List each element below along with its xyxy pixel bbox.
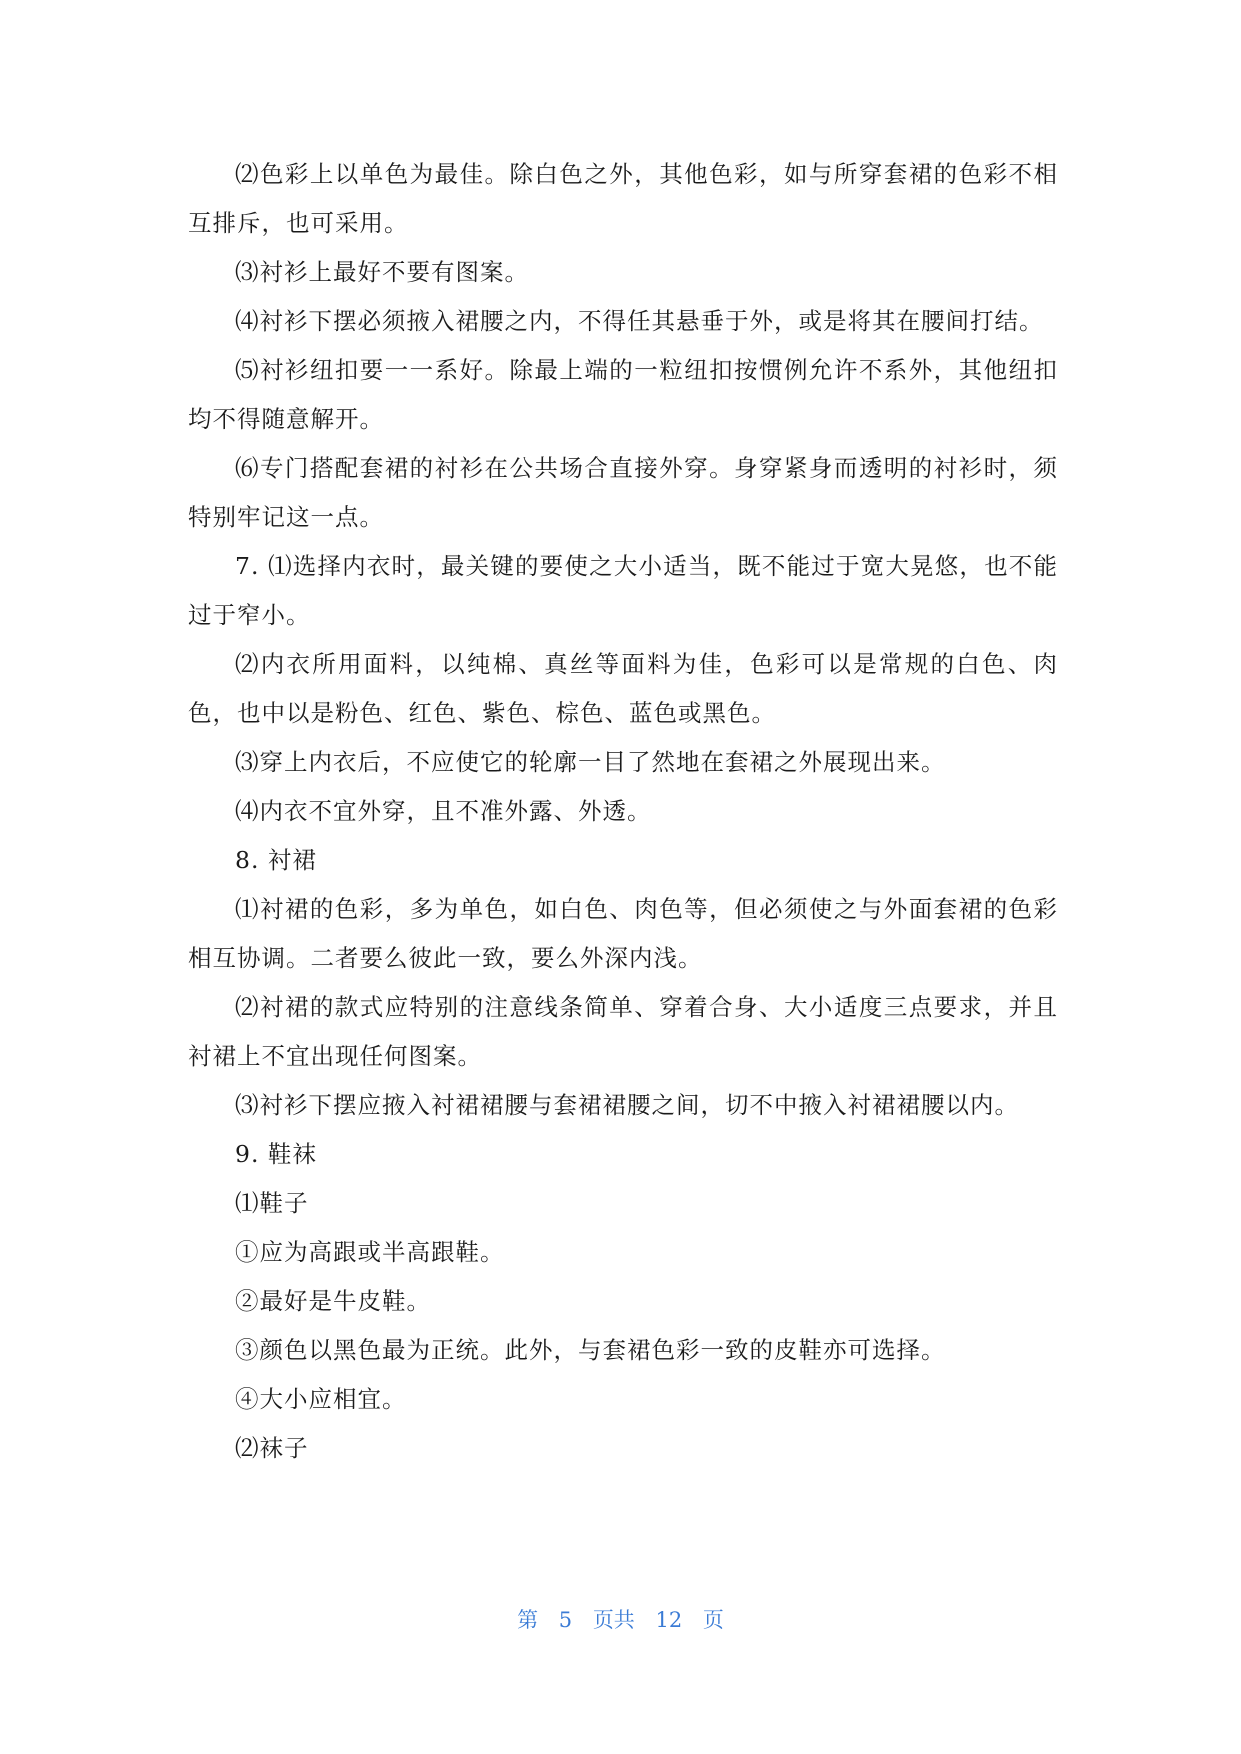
paragraph-shirt-hem: ⑷衬衫下摆必须掖入裙腰之内，不得任其悬垂于外，或是将其在腰间打结。	[235, 307, 1044, 335]
section-heading-slip: 8. 衬裙	[235, 846, 317, 874]
footer-prefix: 第	[517, 1608, 539, 1632]
subheading-socks: ⑵袜子	[235, 1434, 309, 1462]
list-item-size: ④大小应相宜。	[235, 1385, 407, 1413]
paragraph-slip-color: ⑴衬裙的色彩，多为单色，如白色、肉色等，但必须使之与外面套裙的色彩相互协调。二者要么彼此一致，要么外深内浅。	[188, 895, 1058, 972]
paragraph-slip-hem: ⑶衬衫下摆应掖入衬裙裙腰与套裙裙腰之间，切不中掖入衬裙裙腰以内。	[235, 1091, 1019, 1119]
document-body	[188, 150, 1058, 1473]
list-item-color: ③颜色以黑色最为正统。此外，与套裙色彩一致的皮鞋亦可选择。	[235, 1336, 946, 1364]
paragraph-shirt-outerwear: ⑹专门搭配套裙的衬衫在公共场合直接外穿。身穿紧身而透明的衬衫时，须特别牢记这一点。	[188, 454, 1058, 531]
paragraph-shirt-color: ⑵色彩上以单色为最佳。除白色之外，其他色彩，如与所穿套裙的色彩不相互排斥，也可采用。	[188, 160, 1058, 237]
paragraph-underwear-size: 7. ⑴选择内衣时，最关键的要使之大小适当，既不能过于宽大晃悠，也不能过于窄小。	[188, 552, 1058, 629]
section-heading-shoes-socks: 9. 鞋袜	[235, 1140, 317, 1168]
list-item-leather: ②最好是牛皮鞋。	[235, 1287, 431, 1315]
footer-middle: 页共	[592, 1608, 635, 1632]
paragraph-shirt-pattern: ⑶衬衫上最好不要有图案。	[235, 258, 529, 286]
paragraph-underwear-fabric: ⑵内衣所用面料，以纯棉、真丝等面料为佳，色彩可以是常规的白色、肉色，也中以是粉色、红色、紫色、棕色、蓝色或黑色。	[188, 650, 1058, 727]
footer-total-pages: 12	[655, 1608, 683, 1632]
footer-suffix: 页	[702, 1608, 724, 1632]
paragraph-underwear-exposure: ⑷内衣不宜外穿，且不准外露、外透。	[235, 797, 652, 825]
paragraph-slip-style: ⑵衬裙的款式应特别的注意线条简单、穿着合身、大小适度三点要求，并且衬裙上不宜出现任何图案。	[188, 993, 1058, 1070]
page-number-footer	[0, 1600, 1241, 1640]
list-item-heel: ①应为高跟或半高跟鞋。	[235, 1238, 505, 1266]
paragraph-shirt-buttons: ⑸衬衫纽扣要一一系好。除最上端的一粒纽扣按惯例允许不系外，其他纽扣均不得随意解开。	[188, 356, 1058, 433]
paragraph-underwear-outline: ⑶穿上内衣后，不应使它的轮廓一目了然地在套裙之外展现出来。	[235, 748, 946, 776]
subheading-shoes: ⑴鞋子	[235, 1189, 309, 1217]
footer-current-page: 5	[558, 1608, 573, 1632]
